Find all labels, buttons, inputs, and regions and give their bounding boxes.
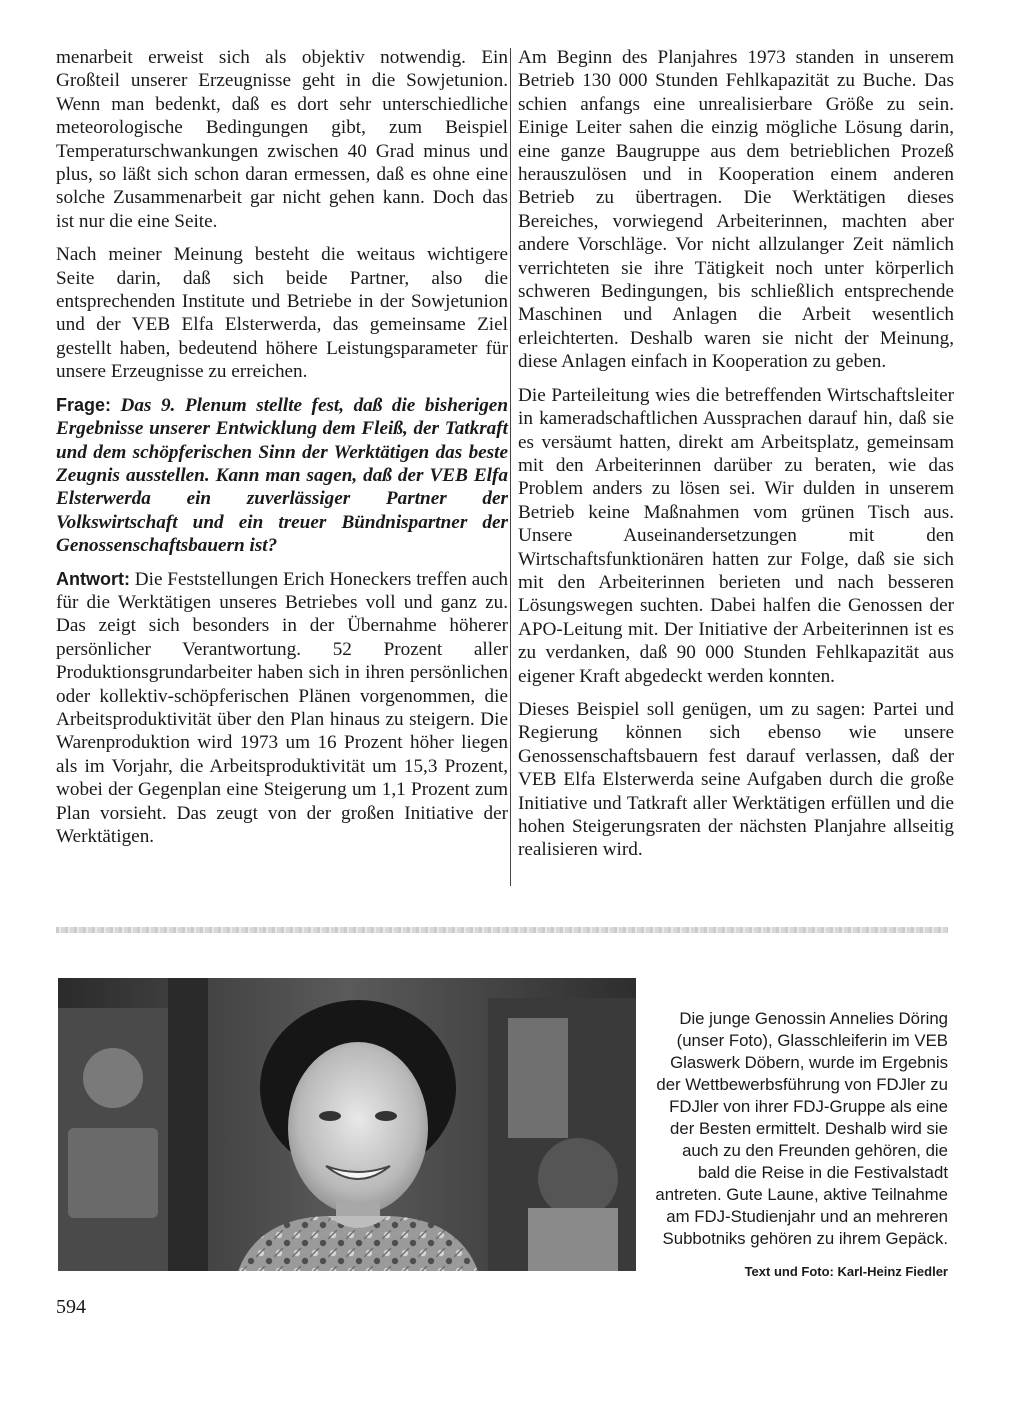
- right-paragraph-3: Dieses Beispiel soll genügen, um zu sagen: Partei und Regierung können sich ebenso wie unsere Genossenschaftsbauern fest darauf verlassen, daß der VEB Elfa Elsterwerda seine Aufgaben durch die große Initiative und Tatkraft aller Werktätigen erfüllen und die hohen Steigerungsraten der nächsten Planjahre allseitig realisieren wird.: [518, 698, 954, 861]
- column-divider: [510, 48, 511, 886]
- right-paragraph-2: Die Parteileitung wies die betreffenden Wirtschaftsleiter in kameradschaftlichen Aussprachen darauf hin, daß sie es versäumt hatten, direkt am Arbeitsplatz, gemeinsam mit den Arbeiterinnen darüber zu beraten, wie das Problem anders zu lösen sei. Wir dulden in unserem Betrieb keine Maßnahmen vom grünen Tisch aus. Unsere Auseinandersetzungen mit den Wirtschaftsfunktionären hatten zur Folge, daß sie sich mit den Arbeiterinnen berieten und nach besseren Lösungswegen suchten. Dabei halfen die Genossen der APO-Leitung mit. Der Initiative der Arbeiterinnen ist es zu verdanken, daß 90 000 Stunden Fehlkapazität aus eigener Kraft abgedeckt werden konnten.: [518, 384, 954, 687]
- left-paragraph-2: Nach meiner Meinung besteht die weitaus wichtigere Seite darin, daß sich beide Partner, also die entsprechenden Institute und Betriebe in der Sowjetunion und der VEB Elfa Elsterwerda, das gemeinsame Ziel gestellt haben, bedeutend höhere Leistungsparameter für unsere Erzeugnisse zu erreichen.: [56, 244, 508, 383]
- section-divider: [56, 927, 948, 933]
- question-paragraph: [56, 394, 508, 558]
- portrait-photo-illustration: [58, 978, 636, 1271]
- answer-text: Die Feststellungen Erich Honeckers treffen auch für die Werktätigen unseres Betriebes voll und ganz zu. Das zeigt sich besonders in der Übernahme höherer persönlicher Verantwortung. 52 Prozent aller Produktionsgrundarbeiter haben sich in ihren persönlichen oder kollektiv-schöpferischen Plänen vorgenommen, die Arbeitsproduktivität über den Plan hinaus zu steigern. Die Warenproduktion wird 1973 um 16 Prozent höher liegen als im Vorjahr, die Arbeitsproduktivität um 15,3 Prozent, wobei der Gegenplan eine Steigerung um 1,1 Prozent zum Plan vorsieht. Das zeugt von der großen Initiative der Werktätigen.: [56, 568, 508, 847]
- photo-credit: Text und Foto: Karl-Heinz Fiedler: [744, 1264, 948, 1279]
- question-text: Das 9. Plenum stellte fest, daß die bisherigen Ergebnisse unserer Entwicklung dem Fleiß, der Tatkraft und dem schöpferischen Sinn der Werktätigen das beste Zeugnis ausstellen. Kann man sagen, daß der VEB Elfa Elsterwerda ein zuverlässiger Partner der Volkswirtschaft und ein treuer Bündnispartner der Genossenschaftsbauern ist?: [56, 394, 508, 557]
- page-number: 594: [56, 1296, 86, 1318]
- portrait-photo: [58, 978, 636, 1271]
- right-paragraph-1: Am Beginn des Planjahres 1973 standen in unserem Betrieb 130 000 Stunden Fehlkapazität zu Buche. Das schien anfangs eine unrealisierbare Größe zu sein. Einige Leiter sahen die einzig mögliche Lösung darin, eine ganze Baugruppe aus dem betrieblichen Prozeß herauszulösen und in Kooperation einem anderen Betrieb zu übertragen. Die Werktätigen dieses Bereiches, vorwiegend Arbeiterinnen, machten aber andere Vorschläge. Vor nicht allzulanger Zeit nämlich verrichteten sie ihre Tätigkeit noch unter körperlich schweren Bedingungen, bis schließlich entsprechende Maschinen und Anlagen die Arbeit wesentlich erleichterten. Deshalb waren sie nicht der Meinung, diese Anlagen einfach in Kooperation zu geben.: [518, 47, 954, 373]
- photo-caption: Die junge Genossin Annelies Döring (unser Foto), Glasschleiferin im VEB Glaswerk Döbern, wurde im Ergebnis der Wettbewerbsführung von FDJler zu FDJler von ihrer FDJ-Gruppe als eine der Besten ermittelt. Deshalb wird sie auch zu den Freunden gehören, die bald die Reise in die Festivalstadt antreten. Gute Laune, aktive Teilnahme am FDJ-Studienjahr und an mehreren Subbotniks gehören zu ihrem Gepäck.: [655, 1009, 948, 1248]
- answer-label: Antwort:: [56, 568, 130, 589]
- left-paragraph-1: menarbeit erweist sich als objektiv notwendig. Ein Großteil unserer Erzeugnisse geht in die Sowjetunion. Wenn man bedenkt, daß es dort sehr unterschiedliche meteorologische Bedingungen gibt, zum Beispiel Temperaturschwankungen zwischen 40 Grad minus und plus, so läßt sich schon daran ermessen, daß es ohne eine solche Zusammenarbeit gar nicht gehen kann. Doch das ist nur die eine Seite.: [56, 47, 508, 232]
- question-label: Frage:: [56, 394, 112, 415]
- right-column: [518, 46, 954, 872]
- answer-paragraph: [56, 568, 508, 849]
- left-column: [56, 46, 508, 858]
